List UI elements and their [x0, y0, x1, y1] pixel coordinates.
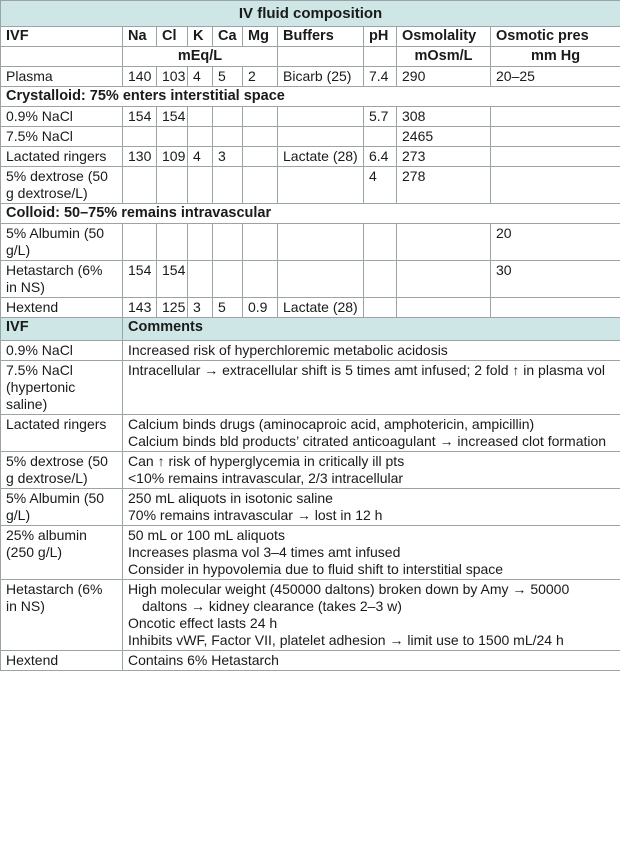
units-row — [1, 47, 620, 67]
units-osmolality: mOsm/L — [397, 47, 491, 67]
column-header: pH — [364, 27, 397, 47]
value-cell: Bicarb (25) — [278, 67, 364, 87]
comments-header-comments: Comments — [123, 318, 620, 341]
value-cell — [278, 224, 364, 261]
value-cell: 20 — [491, 224, 620, 261]
comment-row — [1, 341, 620, 361]
value-cell — [278, 127, 364, 147]
value-cell — [397, 224, 491, 261]
value-cell: 140 — [123, 67, 157, 87]
value-cell — [188, 107, 213, 127]
comment-text — [123, 526, 620, 580]
value-cell: Lactate (28) — [278, 147, 364, 167]
value-cell — [397, 298, 491, 318]
section-row — [1, 204, 620, 224]
comment-row — [1, 361, 620, 415]
fluid-name: 5% dextrose (50 g dextrose/L) — [1, 167, 123, 204]
value-cell — [123, 127, 157, 147]
comment-ivf: Lactated ringers — [1, 415, 123, 452]
value-cell — [213, 167, 243, 204]
header-row — [1, 27, 620, 47]
comment-text — [123, 651, 620, 671]
table-title-row — [1, 1, 620, 27]
column-header: IVF — [1, 27, 123, 47]
column-header: Buffers — [278, 27, 364, 47]
plasma-row — [1, 67, 620, 87]
value-cell — [364, 298, 397, 318]
value-cell: 308 — [397, 107, 491, 127]
comment-text — [123, 452, 620, 489]
comment-line: 250 mL aliquots in isotonic saline — [128, 490, 333, 506]
value-cell: 2 — [243, 67, 278, 87]
value-cell: 125 — [157, 298, 188, 318]
section-colloid: Colloid: 50–75% remains intravascular — [1, 204, 620, 224]
value-cell: 290 — [397, 67, 491, 87]
comment-text — [123, 361, 620, 415]
comment-line: Consider in hypovolemia due to fluid shift to interstitial space — [128, 561, 504, 577]
value-cell — [213, 107, 243, 127]
value-cell — [243, 107, 278, 127]
comment-row — [1, 452, 620, 489]
column-header: Na — [123, 27, 157, 47]
comment-row — [1, 580, 620, 651]
value-cell — [243, 127, 278, 147]
value-cell: 5 — [213, 298, 243, 318]
comment-line: 50 mL or 100 mL aliquots — [128, 527, 285, 543]
value-cell — [243, 147, 278, 167]
comment-line: Calcium binds bld products’ citrated anticoagulant → increased clot formation — [128, 433, 607, 449]
value-cell: 3 — [188, 298, 213, 318]
comment-line: Intracellular → extracellular shift is 5 times amt infused; 2 fold ↑ in plasma vol — [128, 362, 605, 378]
crystalloid-row — [1, 107, 620, 127]
comment-line: Increases plasma vol 3–4 times amt infused — [128, 544, 401, 560]
comment-ivf: 5% Albumin (50 g/L) — [1, 489, 123, 526]
colloid-row — [1, 261, 620, 298]
value-cell: 0.9 — [243, 298, 278, 318]
value-cell — [243, 261, 278, 298]
comment-row — [1, 489, 620, 526]
value-cell — [491, 167, 620, 204]
value-cell: 4 — [188, 67, 213, 87]
value-cell: 143 — [123, 298, 157, 318]
value-cell — [491, 147, 620, 167]
value-cell: 4 — [188, 147, 213, 167]
value-cell: 154 — [157, 261, 188, 298]
value-cell: 20–25 — [491, 67, 620, 87]
value-cell — [364, 224, 397, 261]
value-cell: 5.7 — [364, 107, 397, 127]
table-title: IV fluid composition — [1, 1, 620, 27]
column-header: Mg — [243, 27, 278, 47]
value-cell: 103 — [157, 67, 188, 87]
comment-line: Contains 6% Hetastarch — [128, 652, 279, 668]
fluid-name: 5% Albumin (50 g/L) — [1, 224, 123, 261]
value-cell — [278, 167, 364, 204]
value-cell — [213, 261, 243, 298]
comment-ivf: Hextend — [1, 651, 123, 671]
comment-ivf: 0.9% NaCl — [1, 341, 123, 361]
units-osmotic: mm Hg — [491, 47, 620, 67]
colloid-row — [1, 224, 620, 261]
comment-line: Calcium binds drugs (aminocaproic acid, amphotericin, ampicillin) — [128, 416, 535, 432]
value-cell — [123, 167, 157, 204]
column-header: Osmotic pres — [491, 27, 620, 47]
comment-line: Can ↑ risk of hyperglycemia in critically ill pts — [128, 453, 405, 469]
crystalloid-row — [1, 147, 620, 167]
value-cell — [491, 127, 620, 147]
comment-line: Inhibits vWF, Factor VII, platelet adhesion → limit use to 1500 mL/24 h — [128, 632, 564, 648]
value-cell — [243, 167, 278, 204]
value-cell — [397, 261, 491, 298]
value-cell — [157, 224, 188, 261]
column-header: Cl — [157, 27, 188, 47]
crystalloid-row — [1, 127, 620, 147]
comment-ivf: Hetastarch (6% in NS) — [1, 580, 123, 651]
value-cell: 273 — [397, 147, 491, 167]
value-cell — [243, 224, 278, 261]
comment-text — [123, 415, 620, 452]
value-cell: 30 — [491, 261, 620, 298]
value-cell: 154 — [123, 261, 157, 298]
value-cell — [188, 224, 213, 261]
value-cell — [188, 167, 213, 204]
comment-text — [123, 580, 620, 651]
value-cell: 154 — [157, 107, 188, 127]
value-cell — [278, 261, 364, 298]
units-blank — [278, 47, 364, 67]
comment-line: 70% remains intravascular → lost in 12 h — [128, 507, 383, 523]
comment-text — [123, 489, 620, 526]
fluid-name: Lactated ringers — [1, 147, 123, 167]
comments-header-ivf: IVF — [1, 318, 123, 341]
section-crystalloid: Crystalloid: 75% enters interstitial space — [1, 87, 620, 107]
comment-ivf: 25% albumin (250 g/L) — [1, 526, 123, 580]
value-cell: 109 — [157, 147, 188, 167]
value-cell — [188, 261, 213, 298]
value-cell: 7.4 — [364, 67, 397, 87]
comment-ivf: 5% dextrose (50 g dextrose/L) — [1, 452, 123, 489]
comment-line: Increased risk of hyperchloremic metabolic acidosis — [128, 342, 448, 358]
value-cell — [188, 127, 213, 147]
comment-row — [1, 526, 620, 580]
comment-line: High molecular weight (450000 daltons) broken down by Amy → 50000 daltons → kidney clearance (takes 2–3 w) — [128, 581, 570, 614]
value-cell — [364, 261, 397, 298]
fluid-name: Hetastarch (6% in NS) — [1, 261, 123, 298]
value-cell — [213, 127, 243, 147]
comment-line: <10% remains intravascular, 2/3 intracellular — [128, 470, 404, 486]
units-blank — [364, 47, 397, 67]
value-cell: Lactate (28) — [278, 298, 364, 318]
column-header: Ca — [213, 27, 243, 47]
value-cell — [364, 127, 397, 147]
units-blank — [1, 47, 123, 67]
value-cell — [213, 224, 243, 261]
comment-ivf: 7.5% NaCl (hypertonic saline) — [1, 361, 123, 415]
fluid-name: Hextend — [1, 298, 123, 318]
column-header: Osmolality — [397, 27, 491, 47]
value-cell: 2465 — [397, 127, 491, 147]
fluid-name: 7.5% NaCl — [1, 127, 123, 147]
value-cell — [157, 127, 188, 147]
fluid-name: 0.9% NaCl — [1, 107, 123, 127]
crystalloid-row — [1, 167, 620, 204]
value-cell — [123, 224, 157, 261]
value-cell — [278, 107, 364, 127]
comment-row — [1, 415, 620, 452]
value-cell: 3 — [213, 147, 243, 167]
colloid-row — [1, 298, 620, 318]
value-cell: 5 — [213, 67, 243, 87]
comment-text — [123, 341, 620, 361]
value-cell: 6.4 — [364, 147, 397, 167]
value-cell — [157, 167, 188, 204]
value-cell: 130 — [123, 147, 157, 167]
value-cell — [491, 107, 620, 127]
comment-row — [1, 651, 620, 671]
value-cell — [491, 298, 620, 318]
fluid-name: Plasma — [1, 67, 123, 87]
comment-line: Oncotic effect lasts 24 h — [128, 615, 278, 631]
column-header: K — [188, 27, 213, 47]
units-electrolytes: mEq/L — [123, 47, 278, 67]
value-cell: 154 — [123, 107, 157, 127]
value-cell: 278 — [397, 167, 491, 204]
value-cell: 4 — [364, 167, 397, 204]
section-row — [1, 87, 620, 107]
comments-header-row — [1, 318, 620, 341]
